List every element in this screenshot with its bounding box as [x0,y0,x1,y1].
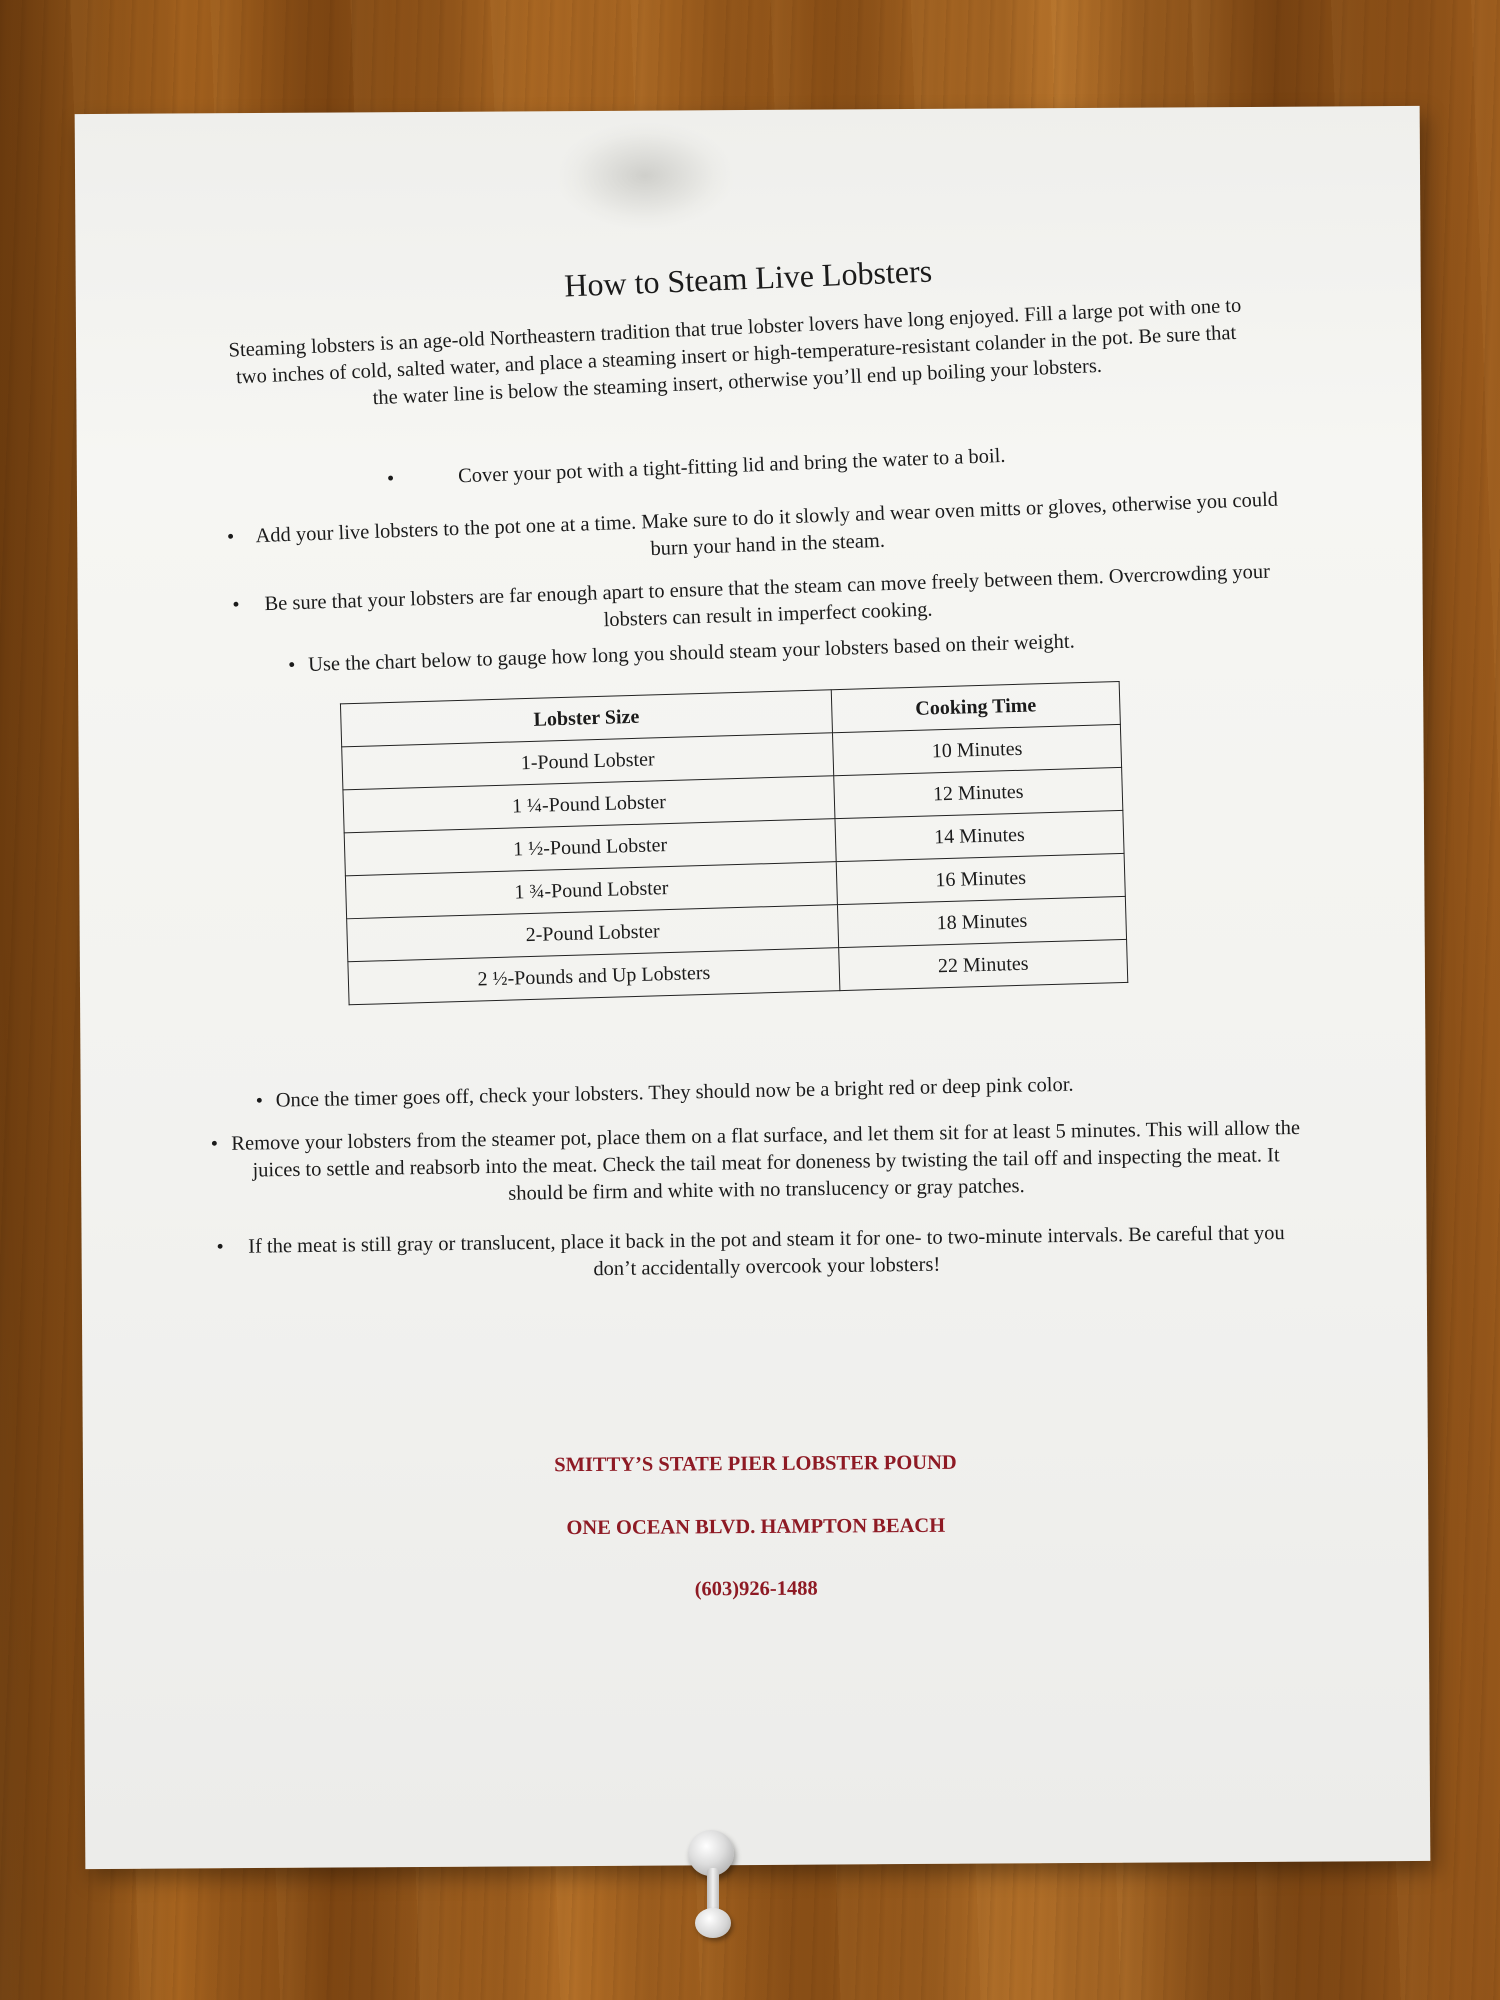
business-phone: (603)926-1488 [694,1577,818,1601]
time-cell: 22 Minutes [839,939,1128,990]
bullet-icon: • [386,467,395,491]
cooking-time-table [340,681,1128,1005]
step-item [255,1068,1245,1114]
step-text: Once the timer goes off, check your lobsters. They should now be a bright red or deep pink color. [275,1073,1074,1112]
intro-paragraph: Steaming lobsters is an age-old Northeastern tradition that true lobster lovers have long enjoyed. Fill a large pot with one to two inches of cold, salted water, and place a steaming insert or high-temperature-resistant colander in the pot. Be sure that the water line is below the steaming insert, otherwise you’ll end up boiling your lobsters. [228,294,1242,410]
time-cell: 10 Minutes [832,724,1121,775]
step-text: Be sure that your lobsters are far enough apart to ensure that the steam can move freely between them. Overcrowding your lobsters can result in imperfect cooking. [264,560,1271,632]
size-cell: 1 ¼-Pound Lobster [343,776,835,833]
cooking-time-table-wrap [340,681,1128,1005]
step-item [210,1115,1302,1212]
column-header-size: Lobster Size [340,690,832,747]
flyer-title: How to Steam Live Lobsters [563,252,933,304]
bullet-icon: • [287,654,296,677]
size-cell: 2 ½-Pounds and Up Lobsters [348,948,840,1005]
time-cell: 16 Minutes [836,853,1125,904]
size-cell: 1-Pound Lobster [342,733,834,790]
paper-crease [555,120,736,231]
flyer-paper [75,106,1431,1869]
bullet-icon: • [232,593,241,617]
step-item [216,1220,1297,1288]
size-cell: 1 ½-Pound Lobster [344,819,836,876]
bullet-icon: • [210,1133,219,1156]
business-name: SMITTY’S STATE PIER LOBSTER POUND [554,1451,957,1477]
size-cell: 1 ¾-Pound Lobster [345,862,837,919]
column-header-time: Cooking Time [831,681,1120,732]
step-text: Use the chart below to gauge how long you should steam your lobsters based on their weight. [307,630,1076,676]
bullet-icon: • [226,525,235,549]
business-address: ONE OCEAN BLVD. HAMPTON BEACH [566,1514,946,1540]
flyer-content [75,106,1420,1601]
bullet-icon: • [216,1236,224,1259]
time-cell: 18 Minutes [837,896,1126,947]
time-cell: 14 Minutes [835,810,1124,861]
step-text: Remove your lobsters from the steamer pot, place them on a flat surface, and let them sit for at least 5 minutes. This will allow the juices to settle and reabsorb into the meat. Check the tail meat for doneness by twisting the tail off and inspecting the meat. It should be firm and white with no translucency or gray patches. [231,1116,1301,1205]
step-item [386,441,1058,492]
time-cell: 12 Minutes [834,767,1123,818]
step-text: Add your live lobsters to the pot one at a time. Make sure to do it slowly and wear oven mitts or gloves, otherwise you could burn your hand in the steam. [255,488,1279,561]
size-cell: 2-Pound Lobster [347,905,839,962]
bullet-icon: • [255,1089,264,1113]
step-text: If the meat is still gray or translucent, place it back in the pot and steam it for one- to two-minute intervals. Be careful that you don’t accidentally overcook your lobsters! [248,1222,1285,1281]
pushpin-head-icon [695,1908,731,1938]
step-text: Cover your pot with a tight-fitting lid and bring the water to a boil. [457,444,1006,488]
